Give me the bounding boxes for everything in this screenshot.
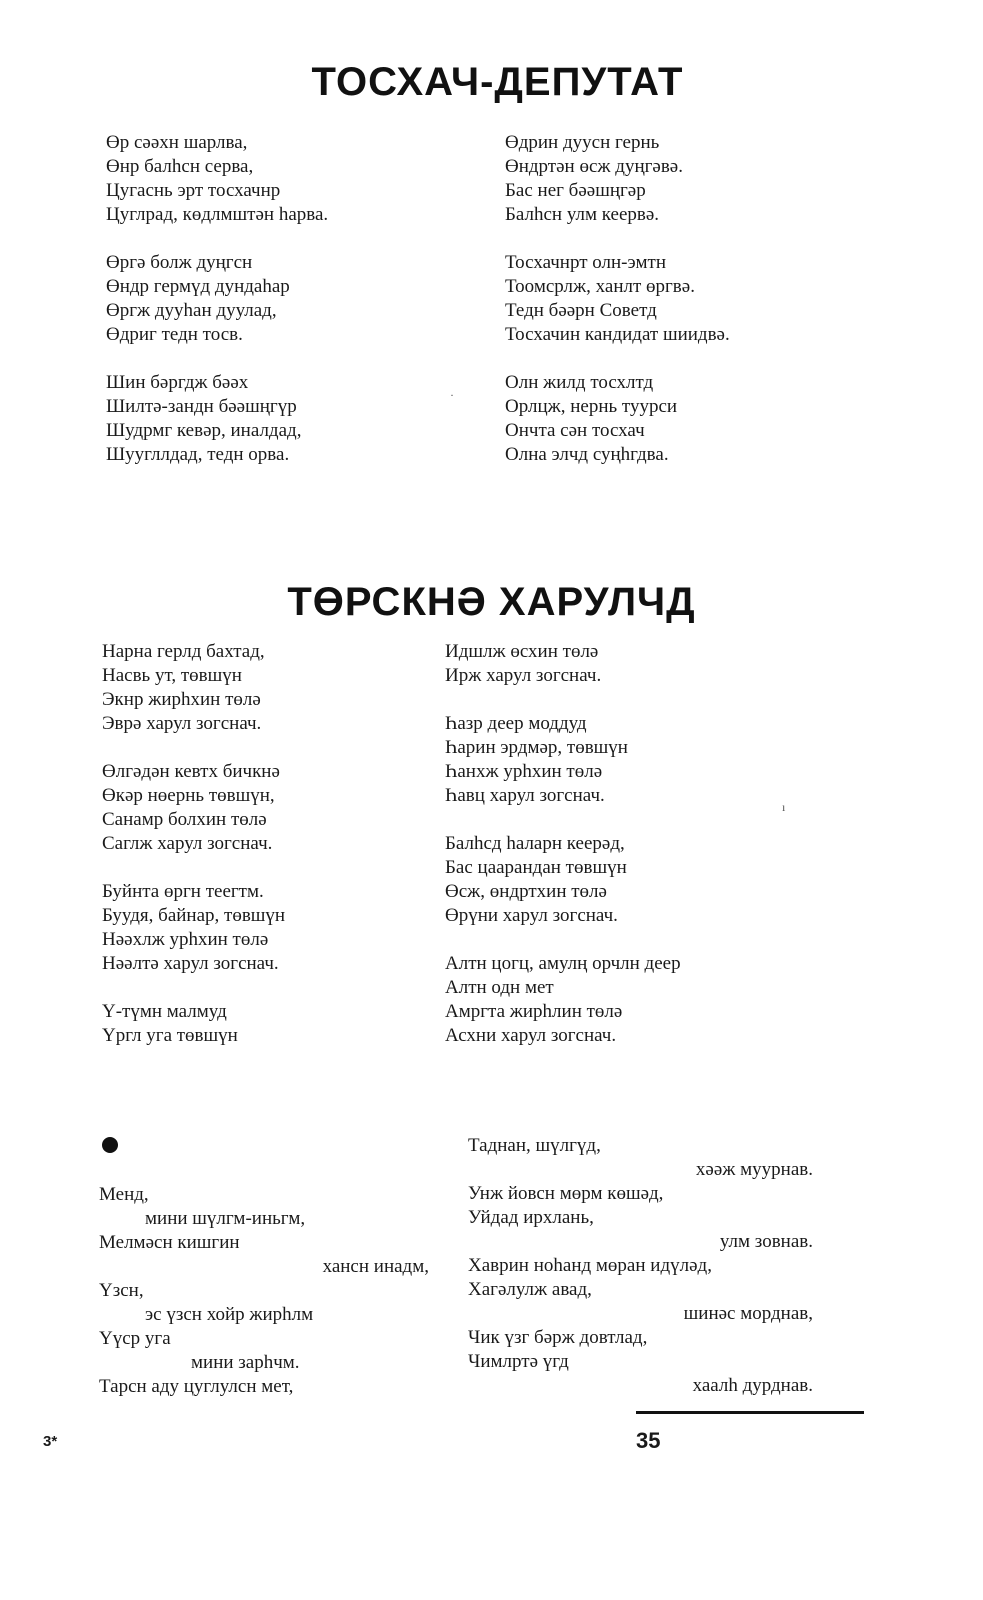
verse-line: Тоомсрлж, ханлт өргвә. (505, 276, 695, 297)
verse-line: Бас нег бәәшңгәр (505, 180, 646, 201)
stanza (505, 371, 730, 467)
section-bullet-icon (102, 1137, 118, 1153)
stanza (445, 952, 681, 1048)
verse-line: Шилтә-зандн бәәшңгүр (106, 396, 297, 417)
stanza (102, 640, 285, 736)
poem1-right-column (505, 131, 730, 491)
verse-line: Үзсн, (99, 1280, 144, 1301)
verse-line: Саглж харул зогснач. (102, 833, 273, 854)
verse-line: Өргә болж дуңгсн (106, 252, 253, 273)
verse-line: Чик үзг бәрж довтлад, (468, 1327, 648, 1348)
verse-line: Чимлртә үгд (468, 1351, 569, 1372)
verse-line: Ончта сән тосхач (505, 420, 645, 441)
stanza (102, 880, 285, 976)
verse-line: мини зарһчм. (191, 1352, 300, 1373)
verse-line: мини шүлгм-иньгм, (145, 1208, 306, 1229)
verse-line: Олна элчд суңһгдва. (505, 444, 669, 465)
verse-line: Өдриг тедн тосв. (106, 324, 243, 345)
verse-line: Һавц харул зогснач. (445, 785, 605, 806)
verse-line: Таднан, шүлгүд, (468, 1135, 601, 1156)
verse-line: Өнр балһсн серва, (106, 156, 254, 177)
verse-line: Иpж харул зогснач. (445, 665, 602, 686)
verse-line: Мелмәсн кишгин (99, 1232, 240, 1253)
verse-line: Үүср уга (99, 1328, 171, 1349)
verse-line: Цуглрад, көдлмштән һарва. (106, 204, 329, 225)
verse-line: Асхни харул зогснач. (445, 1025, 617, 1046)
poem3-left-column (99, 1183, 429, 1399)
verse-line: Унж йовсн мөрм көшәд, (468, 1183, 664, 1204)
verse-line: Буудя, байнар, төвшүн (102, 905, 286, 926)
stanza (445, 712, 681, 808)
verse-line: Һарин эрдмәр, төвшүн (445, 737, 628, 758)
verse-line: Экнр жирһхин төлә (102, 689, 261, 710)
verse-line: Өрүни харул зогснач. (445, 905, 618, 926)
stanza (106, 371, 328, 467)
verse-line: Өлгәдән кевтх бичкнә (102, 761, 280, 782)
verse-line: Цугаснь эрт тосхачнр (106, 180, 281, 201)
verse-line: Өндр гермүд дундаһар (106, 276, 290, 297)
verse-line: хаалһ дурднав. (692, 1375, 813, 1396)
verse-line: Буйнта өргн теегтм. (102, 881, 264, 902)
verse-line: Балһсд һаларн кеерәд, (445, 833, 625, 854)
verse-line: Нәәхлж урһхин төлә (102, 929, 269, 950)
verse-line: Өкәр нөернь төвшүн, (102, 785, 275, 806)
verse-line: Ү-түмн малмуд (102, 1001, 227, 1022)
verse-line: Һазр деер моддуд (445, 713, 587, 734)
verse-line: Нәәлтә харул зогснач. (102, 953, 279, 974)
stanza (505, 251, 730, 347)
poem1-left-column (106, 131, 328, 491)
verse-line: Амргта жирһлин төлә (445, 1001, 623, 1022)
poem-title-tosxach-deputat: ТОСХАЧ-ДЕПУТАТ (311, 60, 684, 104)
stanza (106, 251, 328, 347)
footer-rule (636, 1411, 864, 1414)
verse-line: Алтн одн мет (445, 977, 554, 998)
verse-line: Тедн бәәрн Советд (505, 300, 657, 321)
verse-line: Менд, (99, 1184, 149, 1205)
poem2-right-column (445, 640, 681, 1072)
verse-line: Тарсн аду цуглулсн мет, (99, 1376, 294, 1397)
verse-line: Өндртән өсж дуңгәвә. (505, 156, 683, 177)
verse-line: Өр сәәхн шарлва, (106, 132, 248, 153)
decorative-mark: ı (782, 800, 786, 814)
verse-line: шинәс морднав, (683, 1303, 813, 1324)
verse-line: Шин бәргдж бәәх (106, 372, 249, 393)
stanza (445, 640, 681, 688)
verse-line: Өргж дууһан дуулад, (106, 300, 277, 321)
decorative-mark: · (450, 388, 454, 402)
verse-line: Шуугллдад, тедн орва. (106, 444, 290, 465)
verse-line: эс үзсн хойр жирһлм (145, 1304, 314, 1325)
verse-line: Бас цаарандан төвшүн (445, 857, 627, 878)
verse-line: Балһсн улм кеервә. (505, 204, 660, 225)
verse-line: Шудрмг кевәр, иналдад, (106, 420, 302, 441)
stanza (445, 832, 681, 928)
verse-line: Идшлж өсхин төлә (445, 641, 599, 662)
signature-mark: 3* (43, 1433, 58, 1450)
poem3-right-column (468, 1134, 813, 1398)
verse-line: хансн инадм, (322, 1256, 429, 1277)
verse-line: Санамр болхин төлә (102, 809, 267, 830)
poem-title-torskna-xarulchd: ТӨРСКНӘ ХАРУЛЧД (287, 580, 696, 624)
stanza (102, 1000, 285, 1048)
verse-line: Өсж, өндртхин төлә (445, 881, 607, 902)
verse-line: Насвь ут, төвшүн (102, 665, 242, 686)
verse-line: Нарна герлд бахтад, (102, 641, 265, 662)
verse-line: Тосхачнрт олн-эмтн (505, 252, 666, 273)
stanza (102, 760, 285, 856)
page-number: 35 (636, 1428, 661, 1453)
verse-line: Үргл уга төвшүн (102, 1025, 238, 1046)
verse-line: Һанхж урһхин төлә (445, 761, 603, 782)
verse-line: улм зовнав. (719, 1231, 813, 1252)
verse-line: Тосхачин кандидат шиидвә. (505, 324, 730, 345)
poem2-left-column (102, 640, 285, 1072)
verse-line: Хаврин ноһанд мөран идүләд, (468, 1255, 712, 1276)
stanza (106, 131, 328, 227)
verse-line: хәәж муурнав. (695, 1159, 813, 1180)
verse-line: Уйдад ирхлань, (468, 1207, 594, 1228)
verse-line: Хагәлулж авад, (468, 1279, 592, 1300)
verse-line: Орлцж, нернь туурси (505, 396, 678, 417)
stanza (505, 131, 730, 227)
verse-line: Өдрин дуусн гернь (505, 132, 660, 153)
verse-line: Олн жилд тосхлтд (505, 372, 654, 393)
verse-line: Эврә харул зогснач. (102, 713, 262, 734)
verse-line: Алтн цогц, амулң орчлн деер (445, 953, 681, 974)
